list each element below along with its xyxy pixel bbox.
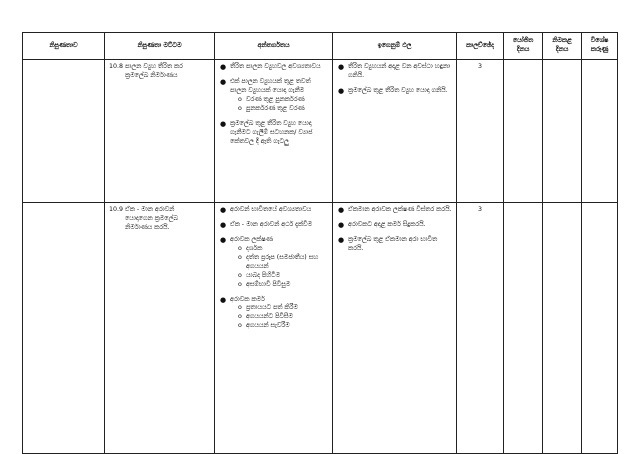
competency-cell	[23, 203, 105, 454]
competency-level-line	[109, 63, 210, 72]
content-sub-item-text: යාබද පිහිටීම	[246, 271, 281, 279]
outcome-item-text: ක්‍රමලේඛ තුළ ඒකමාන අරා භාවිත කරයි.	[348, 235, 438, 252]
content-item-text: අරාවක කර්ම	[230, 295, 265, 303]
circle-bullet-icon: o	[238, 244, 242, 252]
circle-bullet-icon: o	[238, 313, 242, 321]
content-sub-item	[238, 245, 328, 254]
content-sub-item-text: අසම්භාවී පිවිසුම	[246, 280, 291, 288]
content-item	[219, 296, 328, 332]
content-sub-item	[238, 313, 328, 322]
content-list	[219, 63, 328, 147]
content-sub-item	[238, 281, 328, 290]
header-competency-level: නිපුණතා මට්ටම	[105, 33, 215, 60]
bullet-icon: ●	[220, 77, 227, 86]
header-competency: නිපුණතාව	[23, 33, 105, 60]
special-remarks-cell	[582, 203, 618, 454]
outcome-item	[337, 87, 452, 96]
header-completed-date: නිමකළ දිනය	[543, 33, 582, 60]
competency-level-text: ඒක - මාන අරාවන්	[125, 206, 175, 213]
outcome-item	[337, 236, 452, 254]
content-sub-item	[238, 96, 328, 105]
circle-bullet-icon: o	[238, 95, 242, 103]
content-sub-list	[230, 304, 328, 331]
competency-level-cell	[105, 60, 215, 203]
outcome-item	[337, 221, 452, 230]
content-list	[219, 206, 328, 331]
content-sub-item-text: ප්‍රතායයට පත් කිරීම	[246, 304, 298, 312]
content-item	[219, 63, 328, 72]
header-special-remarks: විශේෂ කරුණු	[582, 33, 618, 60]
content-item-text: ක්‍රමලේඛ තුළ තීරිත ව්‍යුහ යොදා ගැනීමට ගැලීම් සටහනක/ ව්‍යාජ කේතවල දී ඇති ගැටලු	[230, 119, 313, 145]
curriculum-table	[22, 32, 618, 454]
content-sub-list	[230, 245, 328, 290]
outcome-item-text: ක්‍රමලේඛ තුළ තීරිත ව්‍යුහ යොදා ගනියි.	[348, 86, 448, 94]
periods-cell: 3	[457, 203, 504, 454]
bullet-icon: ●	[220, 295, 227, 304]
circle-bullet-icon: o	[238, 104, 242, 112]
content-sub-item-text: අගයයන් සැවරීම	[246, 322, 290, 330]
bullet-icon: ●	[220, 206, 227, 214]
competency-level-code: 10.9	[109, 206, 124, 213]
table-row	[23, 203, 618, 454]
suggested-date-cell	[504, 60, 543, 203]
content-sub-item	[238, 272, 328, 281]
content-sub-item	[238, 105, 328, 114]
circle-bullet-icon: o	[238, 271, 242, 279]
competency-cell	[23, 60, 105, 203]
special-remarks-cell	[582, 60, 618, 203]
outcomes-list	[337, 63, 452, 96]
content-sub-item-text: අගයයන්ට පිවිසීම	[246, 313, 293, 321]
content-item	[219, 236, 328, 290]
bullet-icon: ●	[338, 220, 345, 229]
outcome-item-text: තීරිත ව්‍යුහයන් අදාළ වන අවස්ථා හඳුනා ගනියි.	[348, 63, 451, 79]
content-item-text: අරාවක ලක්ෂණ	[230, 235, 273, 243]
content-sub-list	[230, 96, 328, 114]
table-header-row	[23, 33, 618, 60]
bullet-icon: ●	[220, 119, 227, 128]
competency-level-line	[109, 206, 210, 215]
outcome-item-text: ඒකමාන අරාවක ලක්ෂණ විස්තර කරයි.	[348, 206, 452, 213]
competency-level-line: ක්‍රමලේඛ නිර්මාණය	[125, 71, 178, 79]
bullet-icon: ●	[338, 86, 345, 95]
suggested-date-cell	[504, 203, 543, 454]
bullet-icon: ●	[220, 235, 227, 244]
outcome-item-text: අරාවකට අදාළ කර්ම සිදුකරයි.	[348, 220, 426, 228]
content-cell	[215, 60, 333, 203]
header-periods: කාලච්ඡේද	[457, 33, 504, 60]
content-item	[219, 221, 328, 230]
content-item	[219, 78, 328, 114]
bullet-icon: ●	[220, 220, 227, 229]
outcomes-list	[337, 206, 452, 254]
competency-level-line: නිර්මාණය කරයි.	[125, 223, 170, 231]
bullet-icon: ●	[338, 235, 345, 244]
content-item-text: එක් පාලන ව්‍යුහයක් තුළ තවත් පාලන ව්‍යුහයක් යොදා ගැනීම	[230, 77, 311, 94]
bullet-icon: ●	[338, 63, 345, 71]
competency-level-code: 10.8	[109, 63, 124, 70]
header-learning-outcomes: ඉගෙනුම් ඵල	[333, 33, 457, 60]
learning-outcomes-cell	[333, 203, 457, 454]
content-item-text: අරාවන් භාවිතයේ අවශ්‍යතාවය	[230, 206, 312, 213]
header-content: අන්තර්ගතය	[215, 33, 333, 60]
content-sub-item	[238, 322, 328, 331]
circle-bullet-icon: o	[238, 280, 242, 288]
competency-level-text: පාලන ව්‍යුහ තීරිත කර	[125, 63, 183, 70]
circle-bullet-icon: o	[238, 304, 242, 312]
content-item-text: තීරිත පාලන ව්‍යුහවල අවශ්‍යතාවය	[230, 63, 321, 70]
periods-cell: 3	[457, 60, 504, 203]
content-sub-item-text: වරණ තුළ පුනර්කරණ	[246, 95, 305, 103]
content-sub-item	[238, 254, 328, 272]
content-item	[219, 206, 328, 215]
content-sub-item-text: දර්ශක	[246, 244, 263, 252]
learning-outcomes-cell	[333, 60, 457, 203]
competency-level-line: යොදාගෙන ක්‍රමලේඛ	[125, 214, 178, 222]
outcome-item	[337, 63, 452, 81]
bullet-icon: ●	[338, 206, 345, 214]
circle-bullet-icon: o	[238, 322, 242, 330]
content-sub-item-text: දත්ත ප්‍රරූප (සමජාතීය) සහ අගයයන්	[246, 253, 319, 270]
content-cell	[215, 203, 333, 454]
header-suggested-date: යෝජිත දිනය	[504, 33, 543, 60]
completed-date-cell	[543, 60, 582, 203]
competency-level-cell	[105, 203, 215, 454]
content-item-text: ඒක - මාන අරාවන් අර්ථ දැක්වීම	[230, 220, 313, 228]
table-row	[23, 60, 618, 203]
content-item	[219, 120, 328, 147]
content-sub-item-text: පුනර්කරණ තුළ වරණ	[246, 104, 305, 112]
bullet-icon: ●	[220, 63, 227, 71]
circle-bullet-icon: o	[238, 253, 242, 261]
outcome-item	[337, 206, 452, 215]
completed-date-cell	[543, 203, 582, 454]
